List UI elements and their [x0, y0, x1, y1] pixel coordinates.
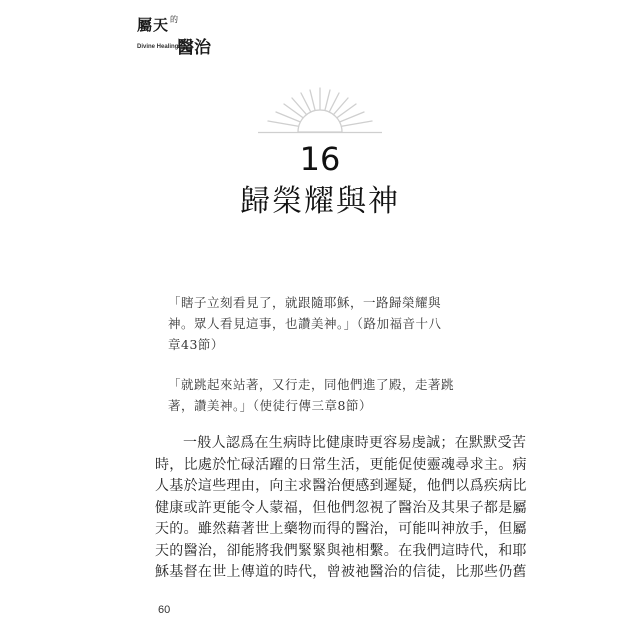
sunrise-icon	[258, 86, 382, 134]
paragraph-line: 健康或許更能令人蒙福，但他們忽視了醫治及其果子都是屬	[155, 499, 527, 516]
quote-line: 「就跳起來站著，又行走，同他們進了殿，走著跳	[168, 377, 455, 392]
paragraph-line: 時，比處於忙碌活躍的日常生活，更能促使靈魂尋求主。病	[155, 456, 527, 473]
paragraph-line: 穌基督在世上傳道的時代，曾被祂醫治的信徒，比那些仍舊	[155, 564, 527, 580]
chapter-number: 16	[299, 140, 341, 178]
chapter-title: 歸榮耀與神	[240, 184, 400, 219]
logo-subtitle: Divine Healing	[137, 44, 179, 50]
page-number: 60	[158, 604, 171, 616]
paragraph-line: 一般人認爲在生病時比健康時更容易虔誠；在默默受苦	[183, 435, 527, 451]
quote-line: 著，讚美神。」（使徒行傳三章8節）	[168, 398, 372, 413]
quote-line: 「瞎子立刻看見了，就跟隨耶穌，一路歸榮耀與	[168, 295, 442, 310]
logo-title-top	[137, 14, 179, 35]
logo-particle: 的	[170, 15, 180, 24]
paragraph-line: 天的。雖然藉著世上藥物而得的醫治，可能叫神放手，但屬	[155, 521, 527, 537]
scripture-quote	[168, 374, 468, 416]
paragraph-line: 人基於這些理由，向主求醫治便感到遲疑，他們以爲疾病比	[155, 478, 527, 494]
scripture-quote	[168, 292, 468, 355]
paragraph-line: 天的醫治，卻能將我們緊緊與祂相繫。在我們這時代，和耶	[155, 542, 527, 559]
body-paragraph	[155, 433, 527, 584]
logo-word-1: 屬天	[137, 16, 170, 34]
quote-line: 神。眾人看見這事，也讚美神。」（路加福音十八	[168, 316, 442, 331]
logo-word-2: 醫治	[177, 38, 211, 58]
quote-line: 章43節）	[168, 337, 224, 352]
book-logo	[137, 14, 247, 60]
